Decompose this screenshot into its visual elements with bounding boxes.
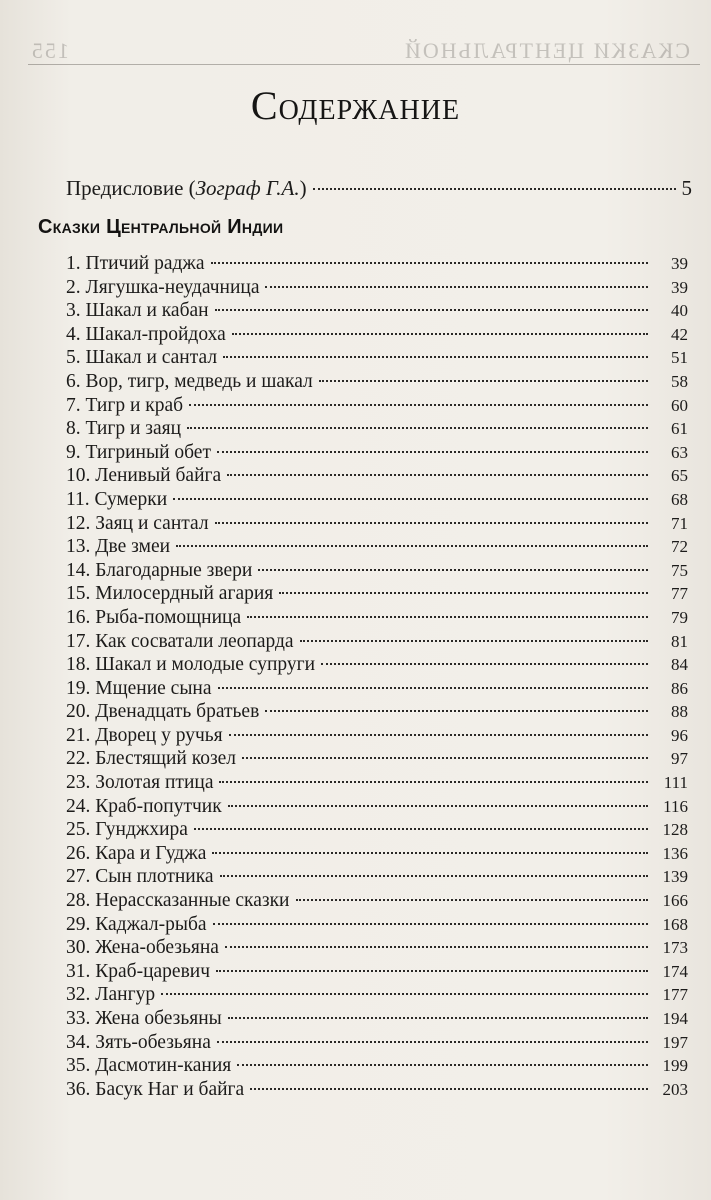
dot-leader [189,404,648,406]
toc-entry-page: 197 [662,1032,688,1052]
toc-entry-label: 4. Шакал-пройдоха [66,323,226,345]
dot-leader [228,805,648,807]
toc-entry-label: 25. Гунджхира [66,819,188,841]
toc-entry[interactable] [66,512,688,536]
toc-entry-label: 29. Каджал-рыба [66,913,207,935]
dot-leader [232,333,648,335]
toc-entry[interactable] [66,960,688,984]
toc-entry[interactable] [66,700,688,724]
toc-entry[interactable] [66,677,688,701]
dot-leader [227,474,648,476]
toc-entry[interactable] [66,889,688,913]
toc-entry[interactable] [66,276,688,300]
bleed-running-head: СКАЗКИ ЦЕНТРАЛЬНОЙ [403,38,690,63]
toc-entry-page: 174 [662,961,688,981]
dot-leader [176,545,648,547]
toc-entry[interactable] [66,1007,688,1031]
dot-leader [265,710,648,712]
dot-leader [296,899,649,901]
dot-leader [213,923,648,925]
toc-entry[interactable] [66,559,688,583]
toc-entry[interactable] [66,842,688,866]
toc-entry[interactable] [66,747,688,771]
bleed-page-number: 155 [30,38,69,63]
toc-entry[interactable] [66,724,688,748]
toc-entry-page: 40 [671,301,688,321]
toc-entry-label: 2. Лягушка-неудачница [66,276,260,298]
toc-entry[interactable] [66,818,688,842]
dot-leader [217,1041,648,1043]
toc-entry-label: 12. Заяц и сантал [66,512,209,534]
dot-leader [215,522,648,524]
toc-entry-label: 10. Ленивый байга [66,465,222,487]
toc-entry-label: 20. Двенадцать братьев [66,701,260,723]
toc-entry-page: 75 [671,560,688,580]
dot-leader [300,640,648,642]
toc-entry-label: 23. Золотая птица [66,772,214,794]
dot-leader [194,828,648,830]
toc-entry[interactable] [66,913,688,937]
toc-entry-label: 31. Краб-царевич [66,960,211,982]
toc-entry[interactable] [66,606,688,630]
dot-leader [313,188,676,190]
toc-entry[interactable] [66,299,688,323]
dot-leader [279,592,648,594]
toc-entry-page: 58 [671,371,688,391]
dot-leader [228,1017,648,1019]
toc-entry-page: 60 [671,395,688,415]
dot-leader [187,427,648,429]
toc-entry-page: 116 [663,796,688,816]
toc-entry[interactable] [66,535,688,559]
toc-entry[interactable] [66,795,688,819]
toc-entry-page: 68 [671,489,688,509]
dot-leader [216,970,648,972]
toc-entry[interactable] [66,1031,688,1055]
toc-entry-page: 81 [671,631,688,651]
toc-entry-page: 166 [662,891,688,911]
toc-entry-page: 194 [662,1009,688,1028]
toc-entry[interactable] [66,983,688,1007]
toc-entry-label: 5. Шакал и сантал [66,347,218,369]
toc-entry[interactable] [66,771,688,795]
toc-entry[interactable] [66,346,688,370]
dot-leader [229,734,648,736]
bleed-through-header [30,38,700,66]
section-heading: Сказки Центральной Индии [38,216,284,238]
toc-entry-label: 33. Жена обезьяны [66,1008,222,1029]
toc-entry-page: 173 [662,938,688,958]
dot-leader [242,757,648,759]
toc-entry-label: 9. Тигриный обет [66,441,211,463]
dot-leader [211,262,648,264]
toc-entry[interactable] [66,252,688,276]
toc-entry-page: 177 [662,985,688,1005]
toc-entry-label: 21. Дворец у ручья [66,724,223,746]
toc-entry-label: 17. Как сосватали леопарда [66,630,294,652]
toc-entry-label: 16. Рыба-помощница [66,606,242,628]
dot-leader [321,663,648,665]
toc-entry-page: 97 [671,749,688,769]
dot-leader [215,309,648,311]
toc-entry-page: 65 [671,466,688,486]
toc-entry[interactable] [66,936,688,960]
toc-entry-page: 84 [671,655,688,675]
toc-entry-page: 71 [671,513,688,533]
toc-entry-label: 18. Шакал и молодые супруги [66,654,316,676]
toc-entry-label: 35. Дасмотин-кания [66,1055,232,1077]
toc-entry-page: 88 [671,702,688,722]
toc-entry[interactable] [66,464,688,488]
dot-leader [220,875,648,877]
toc-entry[interactable] [66,582,688,606]
dot-leader [218,687,648,689]
toc-entry-label: 24. Краб-попутчик [66,795,222,817]
toc-entry-label: 22. Блестящий козел [66,748,237,770]
toc-entry-page: 111 [663,773,688,793]
toc-entry[interactable] [66,865,688,889]
preface-close: ) [299,176,307,200]
toc-entry-label: 3. Шакал и кабан [66,300,209,322]
dot-leader [247,616,648,618]
toc-entry-label: 13. Две змеи [66,536,171,558]
toc-entry-page: 51 [671,348,688,368]
dot-leader [319,380,648,382]
dot-leader [258,569,648,571]
toc-entry-label: 8. Тигр и заяц [66,418,182,440]
toc-entry-page: 199 [662,1056,688,1076]
toc-entry-label: 34. Зять-обезьяна [66,1031,211,1053]
toc-entry[interactable] [66,370,688,394]
toc-entry-label: 32. Лангур [66,984,156,1006]
preface-page: 5 [681,176,692,200]
toc-entry-page: 203 [662,1079,688,1099]
toc-entry-page: 39 [671,277,688,297]
dot-leader [217,451,648,453]
toc-entry-page: 136 [662,843,688,863]
toc-entry-label: 36. Басук Наг и байга [66,1078,245,1100]
toc-entry[interactable] [66,1078,688,1102]
toc-entry-label: 14. Благодарные звери [66,559,253,581]
toc-entry-page: 128 [662,820,688,840]
page-title: Содержание [250,83,461,128]
toc-entry-label: 27. Сын плотника [66,866,214,888]
dot-leader [237,1064,648,1066]
toc-entry-label: 30. Жена-обезьяна [66,937,219,959]
toc-entry-label: 1. Птичий раджа [66,253,205,274]
toc-entry[interactable] [66,630,688,654]
toc-entry-page: 168 [662,914,688,934]
dot-leader [219,781,648,783]
toc-entry[interactable] [66,417,688,441]
toc-entry-page: 72 [671,537,688,557]
toc-entry-page: 61 [671,419,688,439]
dot-leader [212,852,648,854]
toc-entry[interactable] [66,394,688,418]
toc-entry-label: 11. Сумерки [66,488,168,510]
toc-entry-label: 6. Вор, тигр, медведь и шакал [66,370,313,392]
dot-leader [265,286,648,288]
toc-entry[interactable] [66,441,688,465]
dot-leader [161,993,648,995]
toc-entry-label: 7. Тигр и краб [66,394,184,416]
dot-leader [225,946,648,948]
dot-leader [173,498,648,500]
toc-entry-page: 86 [671,678,688,698]
toc-list [66,252,688,1101]
toc-entry[interactable] [66,1054,688,1078]
preface-label: Предисловие ( [66,176,196,200]
toc-entry-page: 63 [671,442,688,462]
toc-entry-page: 42 [671,324,688,344]
header-rule [28,64,700,65]
dot-leader [223,356,648,358]
toc-entry-page: 139 [662,867,688,887]
toc-entry-label: 28. Нерассказанные сказки [66,890,290,912]
toc-entry[interactable] [66,488,688,512]
toc-entry-label: 26. Кара и Гуджа [66,842,207,864]
toc-entry-page: 77 [671,584,688,604]
toc-entry-preface[interactable] [66,176,692,206]
toc-entry[interactable] [66,653,688,677]
toc-entry-page: 79 [671,607,688,627]
toc-entry-page: 39 [671,254,688,273]
preface-author: Зограф Г.А. [195,176,300,200]
toc-entry-label: 15. Милосердный агария [66,583,274,605]
toc-entry[interactable] [66,323,688,347]
toc-entry-page: 96 [671,725,688,745]
toc-entry-label: 19. Мщение сына [66,677,212,699]
dot-leader [250,1088,648,1090]
